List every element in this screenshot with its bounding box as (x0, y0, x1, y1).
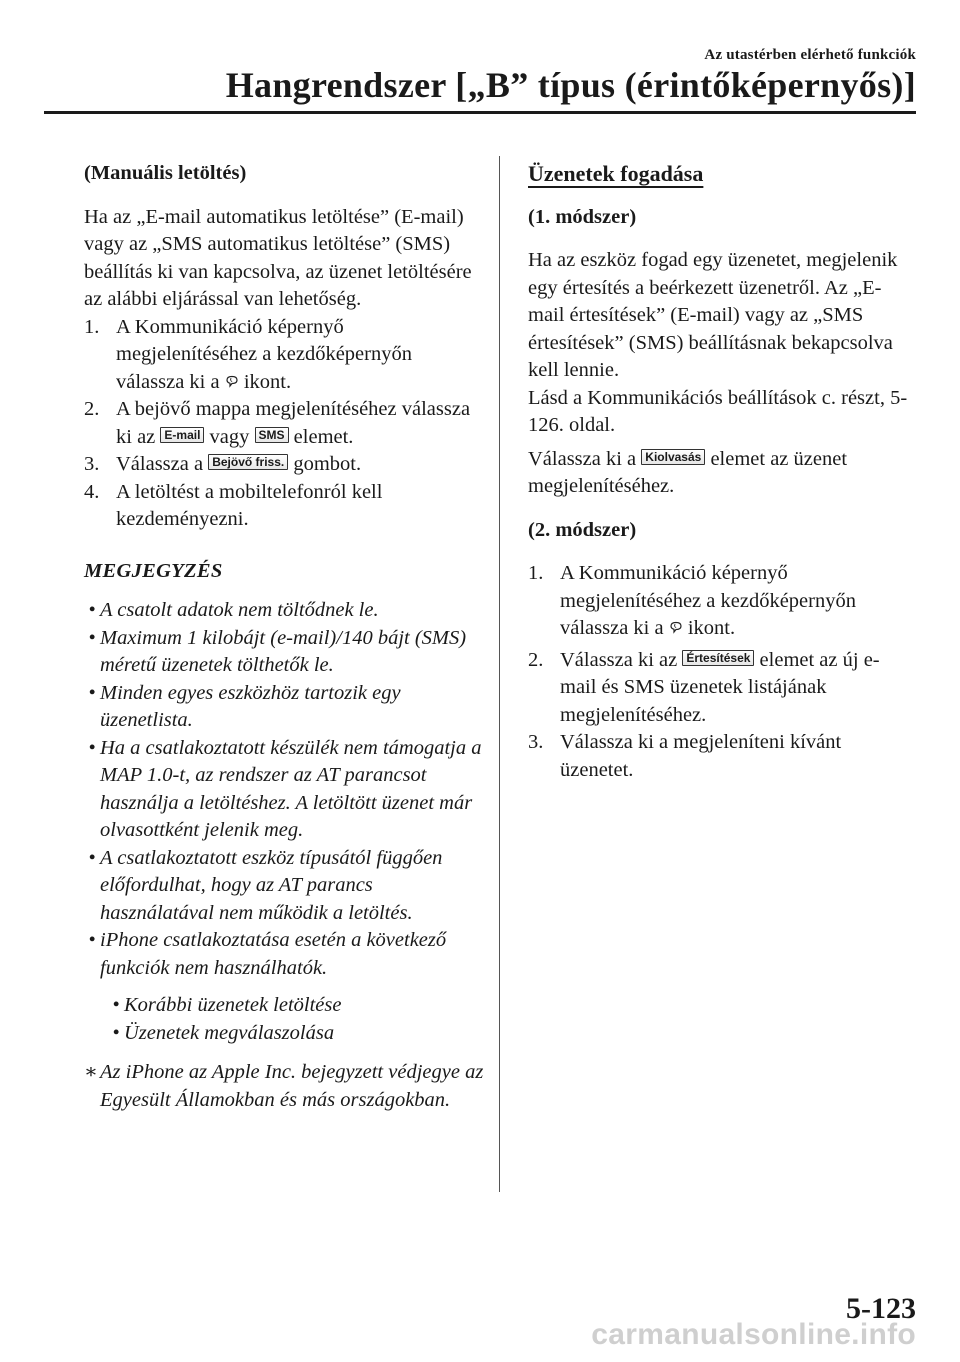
step (84, 479, 484, 534)
left-column (84, 160, 484, 1114)
header-rule (44, 111, 916, 114)
step-text: A bejövő mappa megjelenítéséhez válassza ki az E-mail vagy SMS elemet. (116, 398, 471, 448)
method-1-reference: Lásd a Kommunikációs beállítások c. részt, 5-126. oldal. (528, 386, 908, 436)
method-1-text: Ha az eszköz fogad egy üzenetet, megjelenik egy értesítés a beérkezett üzenetről. Az „E-mail értesítések” (E-mail) vagy az „SMS értesítések” (SMS) beállításnak bekapcsolva kell lennie. (528, 249, 898, 381)
receiving-messages-heading: Üzenetek fogadása (528, 161, 704, 186)
sub-note-item: • Korábbi üzenetek letöltése (112, 994, 342, 1016)
step-number: 4. (84, 480, 100, 503)
step-text: A letöltést a mobiltelefonról kell kezdeményezni. (116, 480, 383, 530)
right-column (528, 160, 908, 784)
phone-chat-icon (669, 621, 683, 635)
read-button[interactable]: Kiolvasás (641, 449, 705, 465)
note-item: • A csatlakoztatott eszköz típusától függően előfordulhat, hogy az AT parancs használatával nem működik a letöltés. (88, 846, 443, 924)
method-2-heading: (2. módszer) (528, 518, 637, 541)
step-number: 2. (528, 648, 544, 671)
step-number: 1. (528, 562, 544, 584)
email-button[interactable]: E-mail (160, 427, 204, 443)
step (84, 451, 484, 479)
step-text: Válassza ki a megjeleníteni kívánt üzenetet. (560, 731, 842, 781)
step (84, 314, 484, 397)
page-number: 5-123 (846, 1292, 916, 1325)
method-1-select: Válassza ki a Kiolvasás elemet az üzenet megjelenítéséhez. (528, 447, 848, 497)
trademark-footnote: ∗ Az iPhone az Apple Inc. bejegyzett védjegye az Egyesült Államokban és más országokban. (84, 1061, 484, 1111)
step (528, 729, 908, 784)
note-item: • Minden egyes eszközhöz tartozik egy üzenetlista. (88, 681, 401, 731)
note-item: • Ha a csatlakoztatott készülék nem támogatja a MAP 1.0-t, az rendszer az AT parancsot használja a letöltéshez. A letöltött üzenet már olvasottként jelenik meg. (88, 736, 482, 841)
sub-note-item: • Üzenetek megválaszolása (112, 1021, 335, 1044)
phone-chat-icon (225, 375, 239, 389)
step-text: Válassza ki az Értesítések elemet az új e-mail és SMS üzenetek listájának megjelenítéséhez. (560, 648, 880, 726)
step-number: 3. (528, 731, 544, 753)
note-heading: MEGJEGYZÉS (84, 559, 223, 582)
column-divider (499, 156, 500, 1192)
step-number: 3. (84, 453, 100, 475)
step (528, 560, 908, 643)
inbox-refresh-button[interactable]: Bejövő friss. (208, 454, 288, 470)
watermark: carmanualsonline.info (591, 1318, 916, 1351)
step-text: A Kommunikáció képernyő megjelenítéséhez a kezdőképernyőn válassza ki a ikont. (116, 315, 412, 393)
step (84, 396, 484, 451)
page-title: Hangrendszer [„B” típus (érintőképernyős)] (225, 65, 916, 105)
note-item: • A csatolt adatok nem töltődnek le. (88, 599, 379, 621)
note-item: • Maximum 1 kilobájt (e-mail)/140 bájt (SMS) méretű üzenetek tölthetők le. (88, 626, 467, 676)
header-section-label: Az utastérben elérhető funkciók (704, 47, 916, 63)
step-text: Válassza a Bejövő friss. gombot. (116, 453, 362, 475)
note-item: • iPhone csatlakoztatása esetén a következő funkciók nem használhatók. (88, 929, 447, 979)
step-text: A Kommunikáció képernyő megjelenítéséhez a kezdőképernyőn válassza ki a ikont. (560, 562, 856, 639)
step-number: 1. (84, 315, 100, 338)
sms-button[interactable]: SMS (255, 427, 289, 443)
notifications-button[interactable]: Értesítések (682, 650, 754, 666)
method-1-heading: (1. módszer) (528, 205, 637, 228)
step-number: 2. (84, 398, 100, 420)
manual-download-heading: (Manuális letöltés) (84, 162, 247, 184)
manual-download-intro: Ha az „E-mail automatikus letöltése” (E-mail) vagy az „SMS automatikus letöltése” (SMS) beállítás ki van kapcsolva, az üzenet letöltésére az alábbi eljárással van lehetőség. (84, 205, 472, 310)
step (528, 647, 908, 730)
